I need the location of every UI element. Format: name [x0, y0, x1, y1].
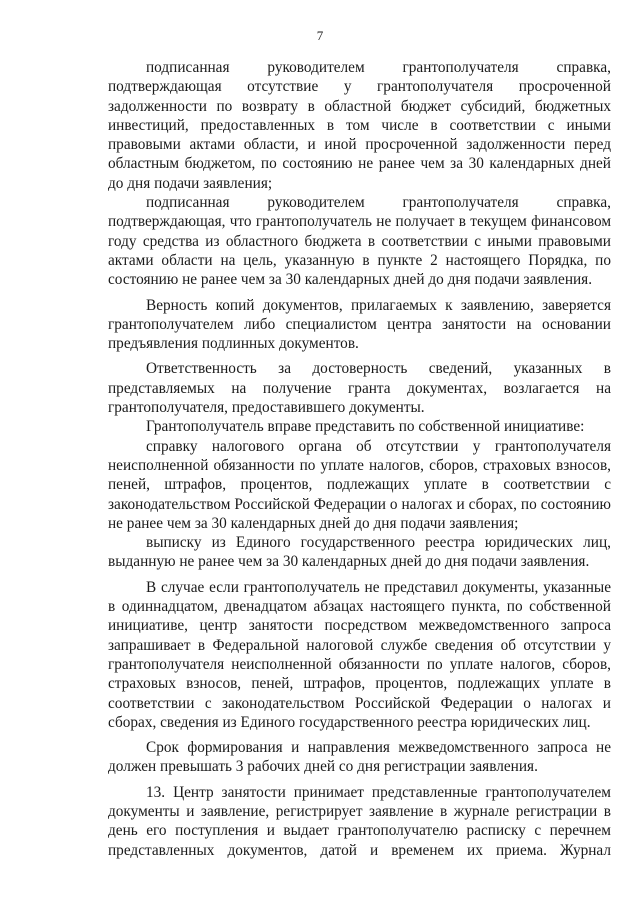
page-number: 7 [316, 28, 324, 43]
paragraph-tax-certificate: справку налогового органа об отсутствии у грантополучателя неисполненной обязанности по уплате налогов, сборов, страховых взносов, пеней, штрафов, процентов, подлежащих уплате в соответствии с законодательством Российской Федерации о налогах и сборах, по состоянию не ранее чем за 30 календарных дней до дня подачи заявления; [108, 437, 611, 532]
paragraph-copies-certification: Верность копий документов, прилагаемых к заявлению, заверяется грантополучателем либо специалистом центра занятости на основании предъявления подлинных документов. [108, 296, 611, 353]
paragraph-responsibility: Ответственность за достоверность сведений, указанных в представляемых на получение гранта документах, возлагается на грантополучателя, предоставившего документы. [108, 360, 611, 417]
paragraph-own-initiative: Грантополучатель вправе представить по собственной инициативе: [146, 418, 585, 436]
paragraph-item-13: 13. Центр занятости принимает представленные грантополучателем документы и заявление, регистрирует заявление в журнале регистрации в день его поступления и выдает грантополучателю расписку с перечнем представленных документов, датой и временем их приема. Журнал [108, 783, 611, 859]
paragraph-registry-extract: выписку из Единого государственного реестра юридических лиц, выданную не ранее чем за 30 календарных дней до дня подачи заявления. [108, 534, 611, 571]
paragraph-certificate-no-funding: подписанная руководителем грантополучателя справка, подтверждающая, что грантополучатель не получает в текущем финансовом году средства из областного бюджета в соответствии с иными правовыми актами области на цель, указанную в пункте 2 настоящего Порядка, по состоянию не ранее чем за 30 календарных дней до дня подачи заявления. [108, 194, 611, 289]
paragraph-certificate-no-debt: подписанная руководителем грантополучателя справка, подтверждающая отсутствие у грантополучателя просроченной задолженности по возврату в областной бюджет субсидий, бюджетных инвестиций, предоставленных в том числе в соответствии с иными правовыми актами области, и иной просроченной задолженности перед областным бюджетом, по состоянию не ранее чем за 30 календарных дней до дня подачи заявления; [108, 59, 611, 192]
paragraph-request-deadline: Срок формирования и направления межведомственного запроса не должен превышать 3 рабочих дней со дня регистрации заявления. [108, 739, 611, 776]
document-body [108, 58, 611, 860]
paragraph-interagency-request: В случае если грантополучатель не представил документы, указанные в одиннадцатом, двенадцатом абзацах настоящего пункта, по собственной инициативе, центр занятости посредством межведомственного запроса запрашивает в Федеральной налоговой службе сведения об отсутствии у грантополучателя неисполненной обязанности по уплате налогов, сборов, страховых взносов, пеней, штрафов, процентов, подлежащих уплате в соответствии с законодательством Российской Федерации о налогах и сборах, сведения из Единого государственного реестра юридических лиц. [108, 578, 611, 731]
